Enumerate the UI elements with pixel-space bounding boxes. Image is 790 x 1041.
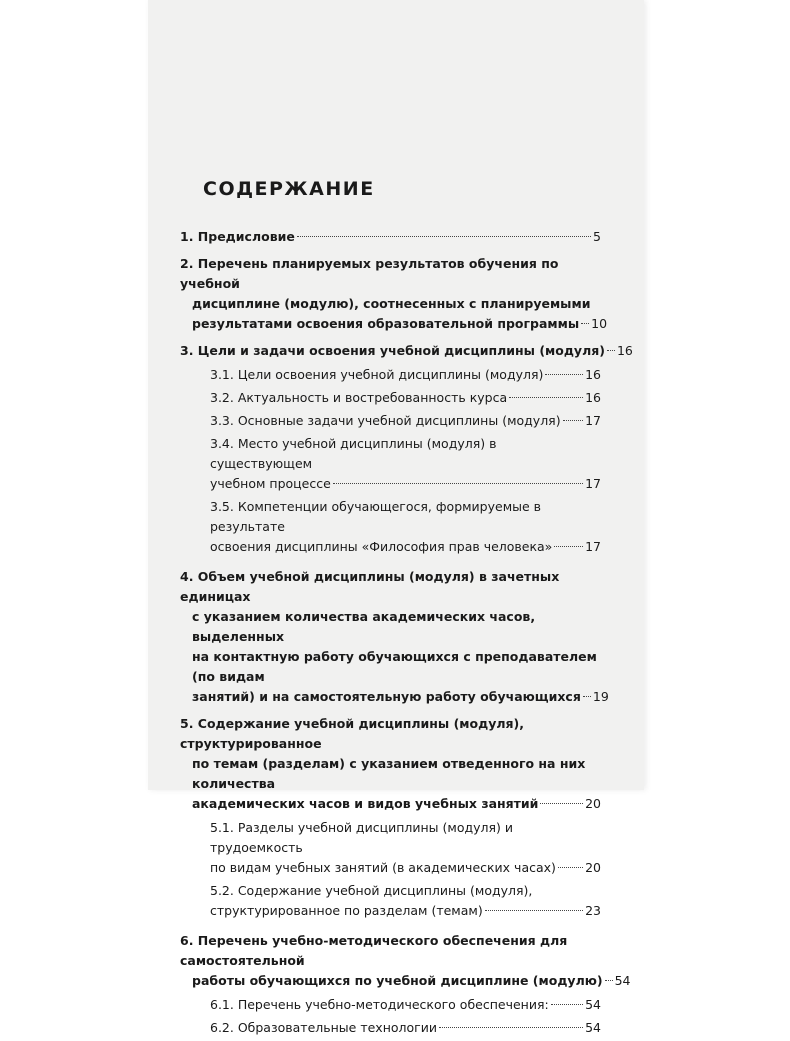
- table-of-contents: [180, 227, 633, 1041]
- page-number: 17: [585, 539, 601, 554]
- toc-entry-text: 3.3. Основные задачи учебной дисциплины (модуля): [210, 413, 561, 428]
- toc-entry-text: 5.1. Разделы учебной дисциплины (модуля) и трудоемкость: [210, 820, 513, 855]
- toc-section[interactable]: [180, 341, 633, 361]
- page-number: 54: [585, 997, 601, 1012]
- dot-leader: [563, 420, 584, 421]
- toc-entry-text: по темам (разделам) с указанием отведенного на них количества: [192, 756, 586, 791]
- dot-leader: [509, 397, 583, 398]
- toc-section[interactable]: [180, 567, 609, 707]
- bleed-through-text: [188, 55, 608, 111]
- toc-subsection[interactable]: [210, 818, 601, 878]
- toc-subsection[interactable]: [210, 434, 601, 494]
- toc-entry-text: 6. Перечень учебно-методического обеспечения для самостоятельной: [180, 933, 568, 968]
- toc-subsection[interactable]: [210, 497, 601, 557]
- page-number: 23: [585, 903, 601, 918]
- toc-entry-text: работы обучающихся по учебной дисциплине (модулю): [192, 973, 603, 988]
- toc-entry-text: результатами освоения образовательной программы: [192, 316, 580, 331]
- toc-subsection[interactable]: [210, 388, 601, 408]
- dot-leader: [545, 374, 583, 375]
- toc-entry-text: 4. Объем учебной дисциплины (модуля) в зачетных единицах: [180, 569, 560, 604]
- toc-entry-text: 1. Предисловие: [180, 229, 295, 244]
- toc-entry-text: учебном процессе: [210, 476, 331, 491]
- toc-entry-text: 3.2. Актуальность и востребованность курса: [210, 390, 508, 405]
- toc-subsection[interactable]: [210, 995, 601, 1015]
- toc-section[interactable]: [180, 227, 601, 247]
- page-number: 16: [585, 390, 601, 405]
- page-number: 17: [585, 413, 601, 428]
- dot-leader: [558, 867, 583, 868]
- toc-entry-text: 3.1. Цели освоения учебной дисциплины (модуля): [210, 367, 544, 382]
- toc-entry-text: 6.1. Перечень учебно-методического обеспечения:: [210, 997, 549, 1012]
- page-number: 5: [593, 229, 601, 244]
- toc-entry-text: 2. Перечень планируемых результатов обучения по учебной: [180, 256, 559, 291]
- page-number: 16: [616, 343, 633, 358]
- toc-entry-text: академических часов и видов учебных занятий: [192, 796, 539, 811]
- page-number: 16: [585, 367, 601, 382]
- page-number: 17: [585, 476, 601, 491]
- toc-subsection[interactable]: [210, 411, 601, 431]
- page-number: 54: [614, 973, 631, 988]
- toc-subsection[interactable]: [210, 881, 601, 921]
- dot-leader: [439, 1027, 583, 1028]
- dot-leader: [485, 910, 583, 911]
- toc-section[interactable]: [180, 931, 631, 991]
- dot-leader: [551, 1004, 583, 1005]
- dot-leader: [583, 696, 591, 697]
- page-title: СОДЕРЖАНИЕ: [203, 178, 375, 200]
- toc-entry-text: 3.5. Компетенции обучающегося, формируемые в результате: [210, 499, 542, 534]
- toc-entry-text: освоения дисциплины «Философия прав человека»: [210, 539, 553, 554]
- page-number: 20: [585, 796, 601, 811]
- dot-leader: [297, 236, 591, 237]
- page-number: 20: [585, 860, 601, 875]
- toc-entry-text: на контактную работу обучающихся с преподавателем (по видам: [192, 649, 597, 684]
- dot-leader: [605, 980, 613, 981]
- toc-subsection[interactable]: [210, 365, 601, 385]
- toc-entry-text: 3. Цели и задачи освоения учебной дисциплины (модуля): [180, 343, 605, 358]
- toc-entry-text: 6.2. Образовательные технологии: [210, 1020, 437, 1035]
- dot-leader: [581, 323, 589, 324]
- page-number: 10: [591, 316, 608, 331]
- toc-entry-text: 5.2. Содержание учебной дисциплины (модуля),: [210, 883, 533, 898]
- dot-leader: [607, 350, 615, 351]
- toc-subsection[interactable]: [210, 1018, 601, 1038]
- page-number: 54: [585, 1020, 601, 1035]
- toc-entry-text: 3.4. Место учебной дисциплины (модуля) в существующем: [210, 436, 497, 471]
- toc-section[interactable]: [180, 254, 608, 334]
- toc-entry-text: занятий) и на самостоятельную работу обучающихся: [192, 689, 581, 704]
- toc-entry-text: 5. Содержание учебной дисциплины (модуля), структурированное: [180, 716, 524, 751]
- toc-entry-text: с указанием количества академических часов, выделенных: [192, 609, 536, 644]
- toc-entry-text: структурированное по разделам (темам): [210, 903, 483, 918]
- toc-section[interactable]: [180, 714, 601, 814]
- toc-entry-text: дисциплине (модулю), соотнесенных с планируемыми: [192, 296, 591, 311]
- dot-leader: [333, 483, 583, 484]
- toc-entry-text: по видам учебных занятий (в академических часах): [210, 860, 556, 875]
- dot-leader: [540, 803, 583, 804]
- dot-leader: [554, 546, 583, 547]
- page-number: 19: [592, 689, 609, 704]
